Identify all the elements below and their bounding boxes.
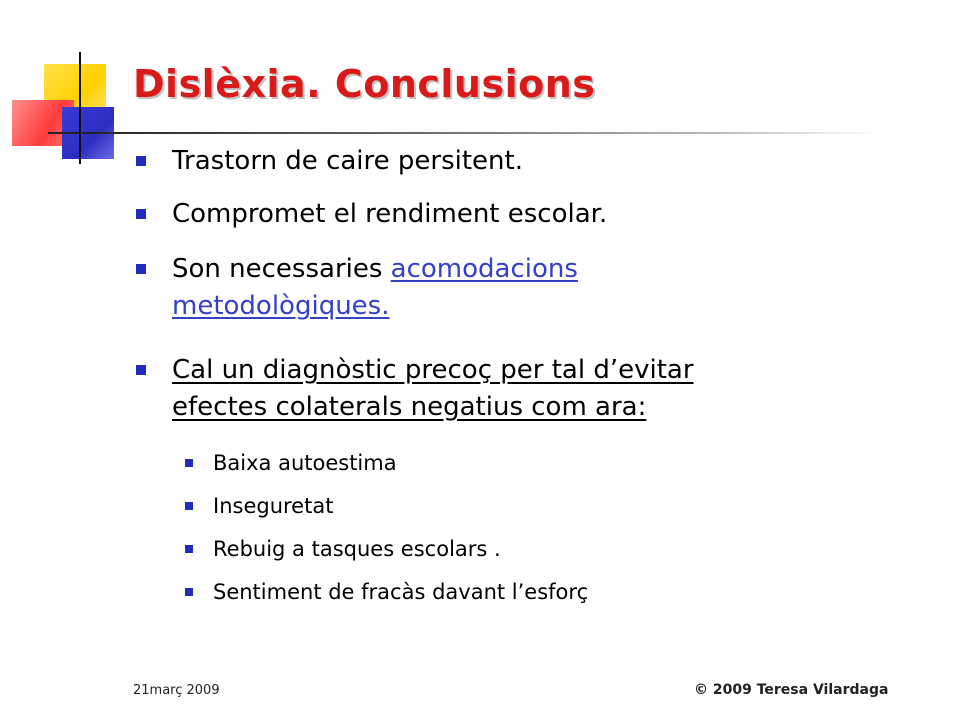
sub-bullet-marker [185, 502, 193, 510]
sub-bullet-text: Sentiment de fracàs davant l’esforç [213, 580, 589, 604]
sub-bullet-item [213, 578, 813, 606]
sub-bullet-text: Inseguretat [213, 494, 334, 518]
bullet-marker [136, 365, 146, 375]
sub-bullet-marker [185, 545, 193, 553]
sub-bullet-text: Rebuig a tasques escolars . [213, 537, 501, 561]
accommodations-link[interactable]: acomodacions [390, 254, 578, 284]
sub-bullet-marker [185, 588, 193, 596]
slide-title: Dislèxia. Conclusions [133, 62, 596, 106]
bullet-item [172, 143, 812, 180]
bullet-marker [136, 156, 146, 166]
title-rule [80, 132, 880, 134]
template-logo [0, 0, 140, 170]
bullet-text: Trastorn de caire persitent. [172, 146, 523, 176]
bullet-text: Son necessaries [172, 254, 391, 284]
sub-bullet-item [213, 492, 813, 520]
bullet-text-line: efectes colaterals negatius com ara: [172, 392, 647, 422]
sub-bullet-item [213, 535, 813, 563]
bullet-text-line: Cal un diagnòstic precoç per tal d’evitar [172, 355, 694, 385]
bullet-item [172, 352, 812, 426]
bullet-marker [136, 209, 146, 219]
bullet-marker [136, 264, 146, 274]
bullet-text: Compromet el rendiment escolar. [172, 199, 608, 229]
logo-vertical-line [79, 52, 81, 164]
footer-copyright: © 2009 Teresa Vilardaga [694, 682, 889, 698]
bullet-item [172, 196, 812, 233]
footer-date: 21març 2009 [133, 683, 220, 698]
sub-bullet-item [213, 449, 813, 477]
sub-bullet-marker [185, 459, 193, 467]
sub-bullet-text: Baixa autoestima [213, 451, 397, 475]
bullet-item [172, 251, 812, 325]
accommodations-link-continued[interactable]: metodològiques. [172, 291, 390, 321]
